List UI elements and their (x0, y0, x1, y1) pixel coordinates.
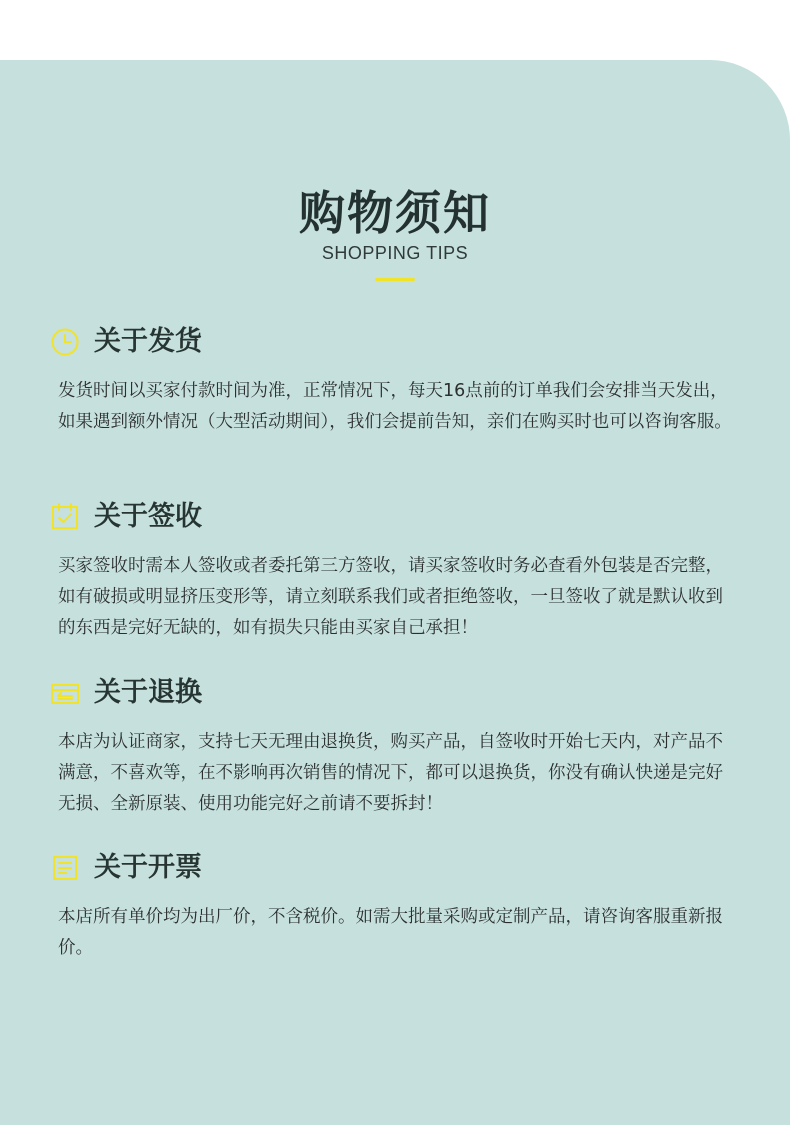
invoice-icon (50, 853, 80, 883)
section-header (50, 848, 740, 888)
section-header (50, 673, 740, 713)
page-subtitle: SHOPPING TIPS (321, 243, 469, 263)
section-title: 关于开票 (94, 852, 202, 883)
section-title: 关于签收 (94, 501, 202, 532)
section-invoice (50, 848, 740, 964)
section-body: 本店为认证商家，支持七天无理由退换货，购买产品，自签收时开始七天内，对产品不满意，不喜欢等，在不影响再次销售的情况下，都可以退换货，你没有确认快递是完好无损、全新原装、使用功能完好之前请不要拆封！ (58, 732, 723, 814)
section-body: 本店所有单价均为出厂价，不含税价。如需大批量采购或定制产品，请咨询客服重新报价。 (58, 907, 723, 958)
section-header (50, 322, 740, 362)
section-title: 关于退换 (94, 677, 202, 708)
section-title: 关于发货 (94, 326, 202, 357)
calendar-check-icon (50, 502, 80, 532)
title-underline (375, 278, 415, 281)
clock-icon (50, 327, 80, 357)
section-header (50, 497, 740, 537)
section-body: 发货时间以买家付款时间为准，正常情况下，每天16点前的订单我们会安排当天发出，如果遇到额外情况（大型活动期间），我们会提前告知，亲们在购买时也可以咨询客服。 (58, 381, 732, 432)
return-box-icon (50, 678, 80, 708)
section-returns (50, 673, 740, 820)
section-body: 买家签收时需本人签收或者委托第三方签收，请买家签收时务必查看外包装是否完整，如有破损或明显挤压变形等，请立刻联系我们或者拒绝签收，一旦签收了就是默认收到的东西是完好无缺的，如有损失只能由买家自己承担！ (58, 556, 723, 638)
page-title: 购物须知 (299, 186, 491, 240)
section-shipping (50, 322, 740, 438)
section-receipt (50, 497, 740, 644)
